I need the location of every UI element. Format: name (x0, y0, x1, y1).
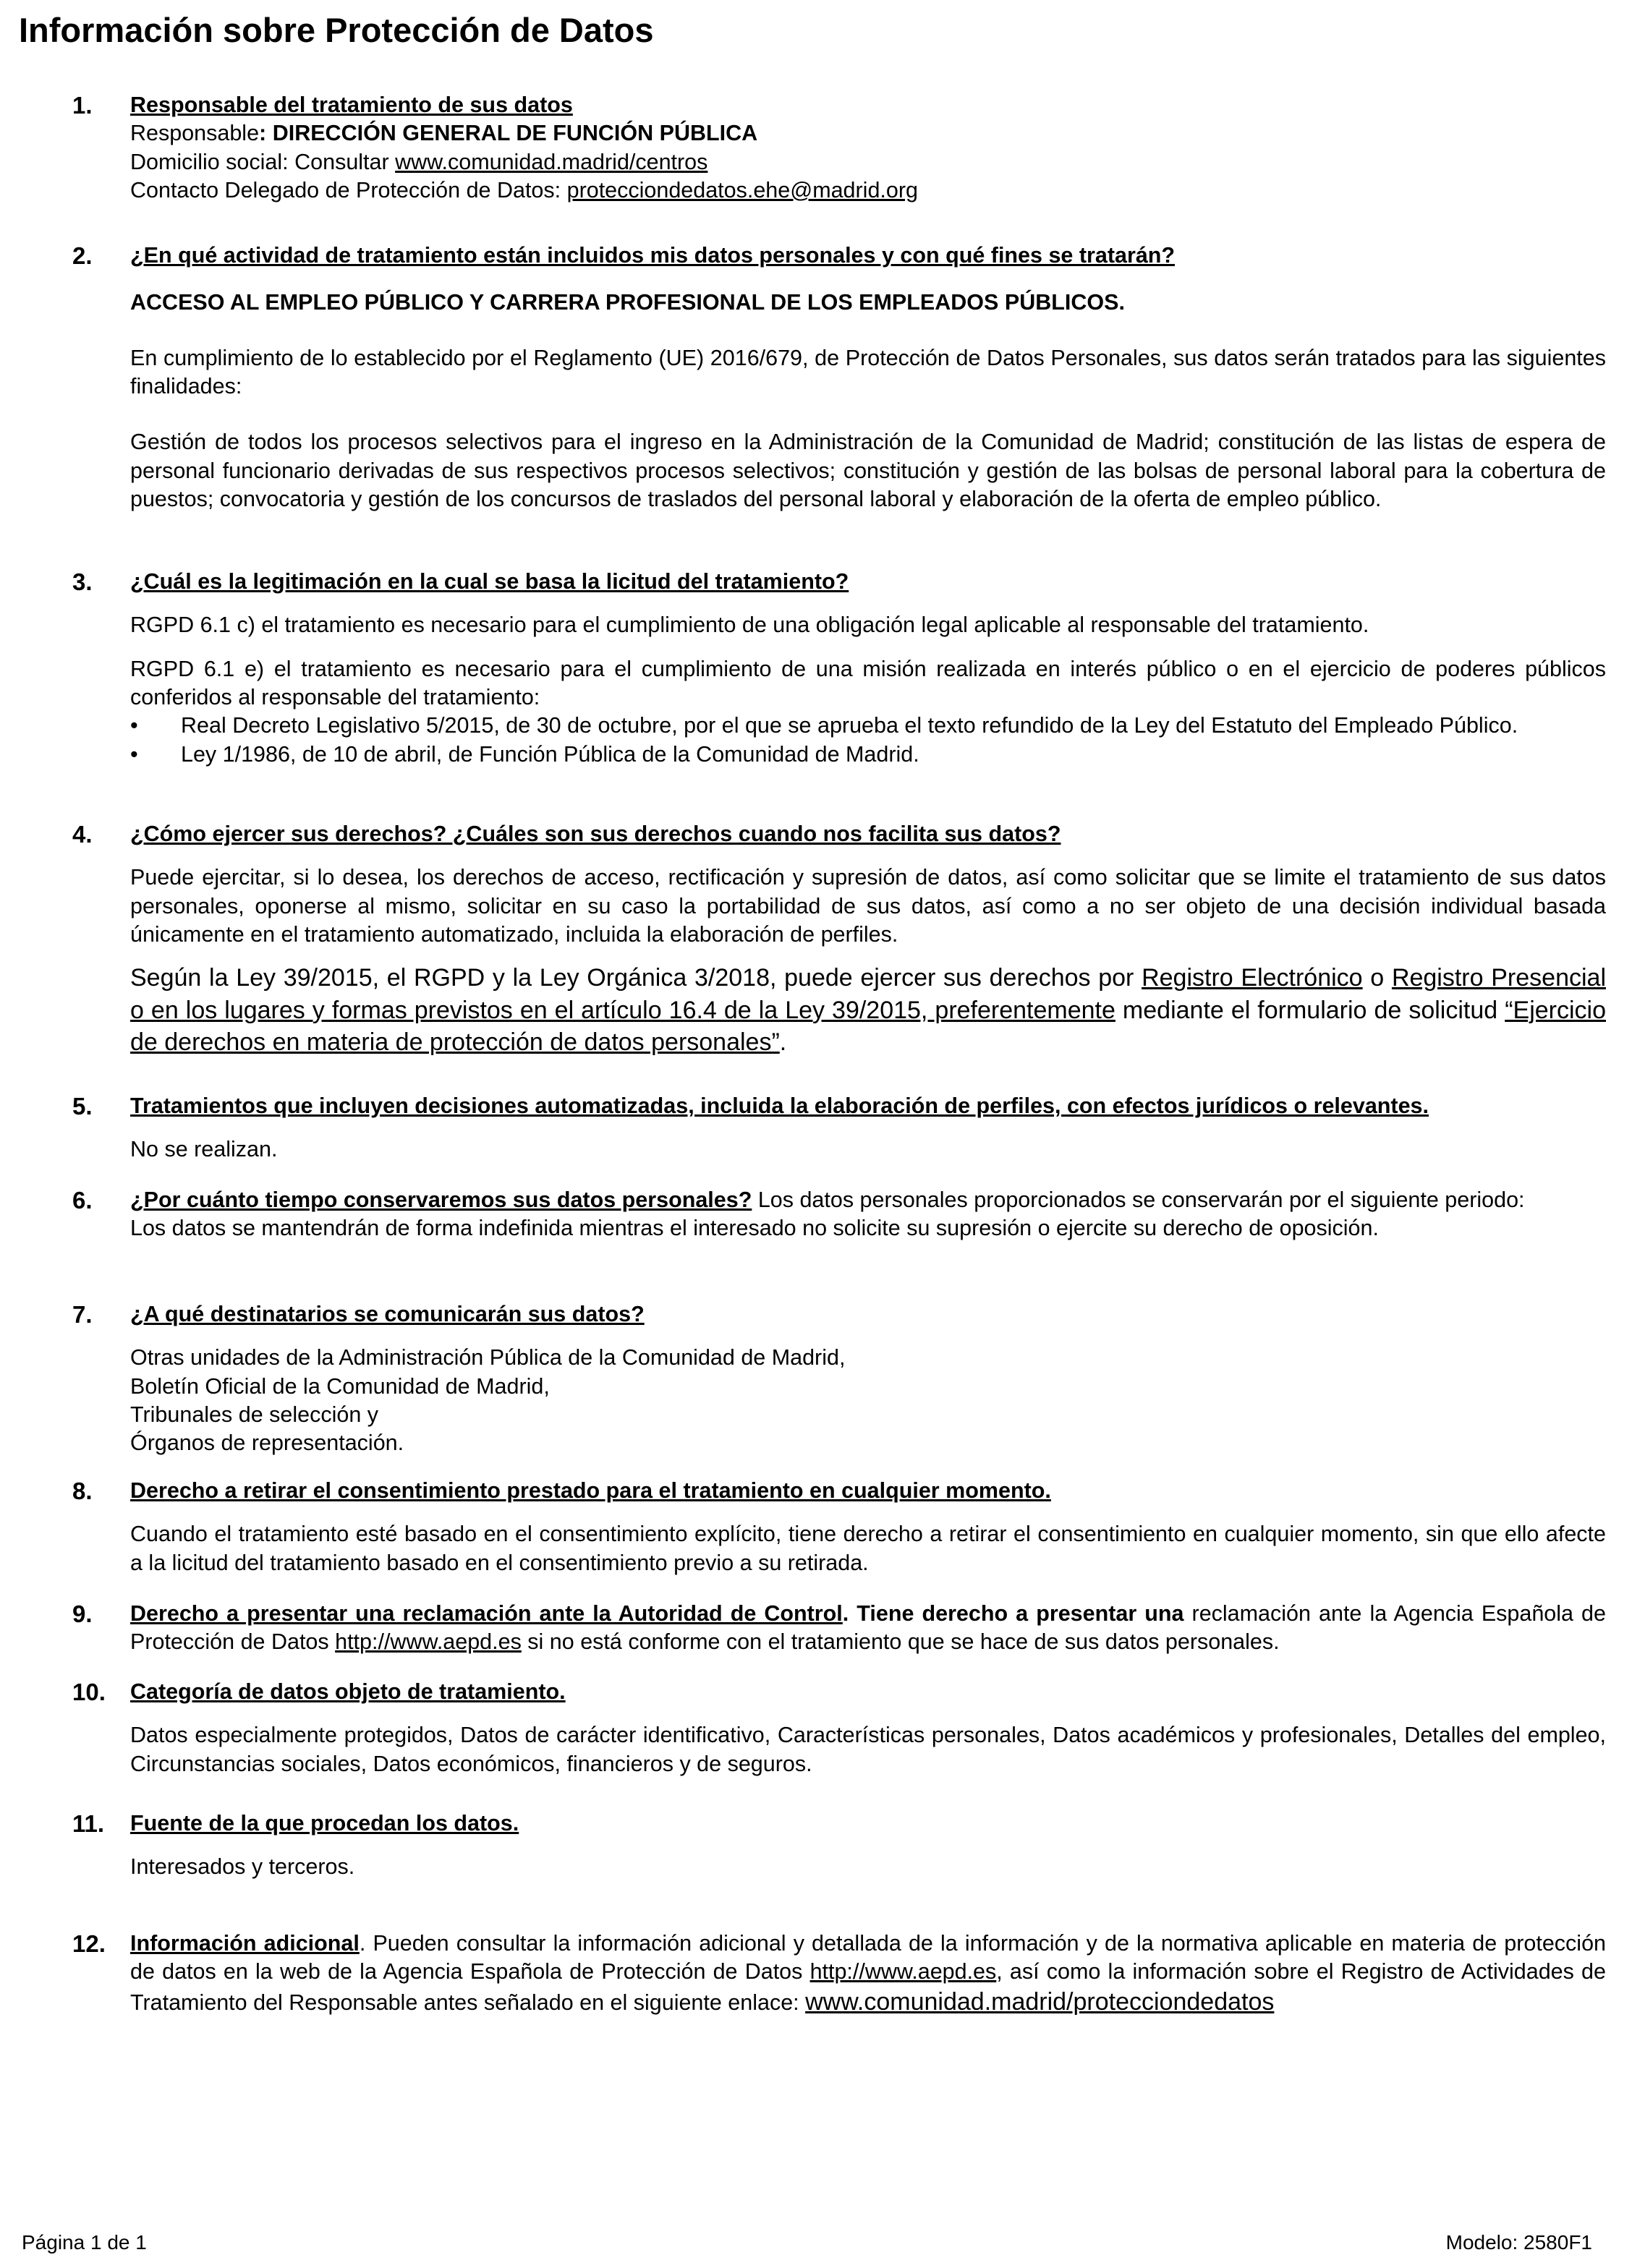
section-12 (72, 1930, 1606, 2018)
aepd-link[interactable]: http://www.aepd.es (809, 1959, 997, 1984)
section-number: 1. (72, 92, 93, 119)
section-2 (72, 242, 1606, 513)
section-number: 3. (72, 568, 93, 595)
section-heading: Derecho a presentar una reclamación ante la Autoridad de Control (130, 1601, 843, 1626)
responsable-label: Responsable (130, 121, 260, 146)
model-number: Modelo: 2580F1 (1445, 2231, 1592, 2254)
proteccion-datos-link[interactable]: www.comunidad.madrid/protecciondedatos (805, 1987, 1275, 2016)
section-number: 11. (72, 1810, 105, 1837)
bullet: • (130, 713, 138, 738)
text-run: . (779, 1028, 787, 1056)
responsable-line (130, 119, 1606, 148)
registro-electronico-link[interactable]: Registro Electrónico (1142, 964, 1363, 992)
paragraph: Interesados y terceros. (130, 1854, 355, 1880)
section-6 (72, 1186, 1606, 1243)
domicilio-line (130, 148, 1606, 176)
paragraph: Los datos se mantendrán de forma indefinida mientras el interesado no solicite su supresión o ejercite su derecho de oposición. (130, 1216, 1379, 1241)
responsable-value: DIRECCIÓN GENERAL DE FUNCIÓN PÚBLICA (272, 121, 758, 146)
section-number: 12. (72, 1930, 106, 1957)
paragraph: Gestión de todos los procesos selectivos para el ingreso en la Administración de la Comunidad de Madrid; constitución de las listas de espera de personal funcionario derivadas de sus respectivos procesos selectivos; constitución y gestión de las bolsas de personal laboral para la cobertura de puestos; convocatoria y gestión de los concursos de traslados del personal laboral y elaboración de la oferta de empleo público. (130, 430, 1606, 512)
section-number: 7. (72, 1301, 93, 1328)
activity-name: ACCESO AL EMPLEO PÚBLICO Y CARRERA PROFESIONAL DE LOS EMPLEADOS PÚBLICOS. (130, 290, 1125, 315)
contacto-label: Contacto Delegado de Protección de Datos: (130, 178, 567, 203)
section-11 (72, 1809, 1606, 1882)
section-3 (72, 568, 1606, 769)
section-heading: Información adicional (130, 1931, 360, 1956)
text-run: mediante el formulario de solicitud (1115, 996, 1505, 1024)
rights-paragraph (130, 962, 1606, 1058)
paragraph (130, 1930, 1606, 2018)
section-5 (72, 1092, 1606, 1164)
list-item (72, 741, 1606, 769)
section-heading: Derecho a retirar el consentimiento prestado para el tratamiento en cualquier momento. (130, 1478, 1051, 1503)
section-heading: Tratamientos que incluyen decisiones automatizadas, incluida la elaboración de perfiles, con efectos jurídicos o relevantes. (130, 1094, 1429, 1118)
paragraph: Puede ejercitar, si lo desea, los derechos de acceso, rectificación y supresión de datos, así como solicitar que se limite el tratamiento de sus datos personales, oponerse al mismo, solicitar en su caso la portabilidad de sus datos, así como a no ser objeto de una decisión individual basada únicamente en el tratamiento automatizado, incluida la elaboración de perfiles. (130, 865, 1606, 947)
list-item-text: Ley 1/1986, de 10 de abril, de Función Pública de la Comunidad de Madrid. (181, 741, 919, 767)
section-heading: Categoría de datos objeto de tratamiento. (130, 1679, 566, 1704)
aepd-link[interactable]: http://www.aepd.es (335, 1629, 522, 1655)
section-heading: Fuente de la que procedan los datos. (130, 1811, 519, 1836)
section-8 (72, 1477, 1606, 1577)
paragraph: RGPD 6.1 e) el tratamiento es necesario para el cumplimiento de una misión realizada en interés público o en el ejercicio de poderes públicos conferidos al responsable del tratamiento: (130, 656, 1606, 710)
text-run: Según la Ley 39/2015, el RGPD y la Ley Orgánica 3/2018, puede ejercer sus derechos por (130, 964, 1142, 992)
text-run: , así como la información sobre el Registro de Actividades de Tratamiento del Responsable antes señalado en el siguiente enlace: (130, 1959, 1606, 2015)
section-number: 2. (72, 242, 93, 269)
list-item (72, 712, 1606, 740)
dpd-email-link[interactable]: protecciondedatos.ehe@madrid.org (566, 178, 918, 203)
registro-presencial-link[interactable]: Registro Presencial o en los lugares y formas previstos en el artículo 16.4 de la Ley 39/2015, preferentemente (130, 964, 1606, 1024)
paragraph: Cuando el tratamiento esté basado en el consentimiento explícito, tiene derecho a retirar el consentimiento en cualquier momento, sin que ello afecte a la licitud del tratamiento basado en el consentimiento previo a su retirada. (130, 1522, 1606, 1575)
paragraph: RGPD 6.1 c) el tratamiento es necesario para el cumplimiento de una obligación legal aplicable al responsable del tratamiento. (130, 613, 1369, 638)
page-number: Página 1 de 1 (22, 2231, 147, 2254)
text-run: o (1362, 964, 1392, 992)
section-number: 4. (72, 821, 93, 848)
text-run: si no está conforme con el tratamiento que se hace de sus datos personales. (521, 1629, 1280, 1655)
section-number: 8. (72, 1478, 93, 1504)
section-heading: ¿Cuál es la legitimación en la cual se basa la licitud del tratamiento? (130, 569, 849, 594)
section-7 (72, 1300, 1606, 1458)
section-1 (72, 91, 1606, 205)
paragraph (130, 1186, 1606, 1214)
paragraph: No se realizan. (130, 1137, 278, 1162)
section-number: 9. (72, 1600, 93, 1627)
domicilio-label: Domicilio social: Consultar (130, 149, 396, 174)
recipient-line: Boletín Oficial de la Comunidad de Madrid, (130, 1373, 550, 1399)
paragraph: En cumplimiento de lo establecido por el Reglamento (UE) 2016/679, de Protección de Datos Personales, sus datos serán tratados para las siguientes finalidades: (130, 345, 1606, 399)
form-link[interactable]: “Ejercicio de derechos en materia de protección de datos personales” (130, 996, 1606, 1056)
bullet: • (130, 741, 138, 767)
section-number: 5. (72, 1093, 93, 1120)
section-heading: ¿Cómo ejercer sus derechos? ¿Cuáles son sus derechos cuando nos facilita sus datos? (130, 822, 1061, 846)
text-run: . Tiene derecho a presentar una (842, 1601, 1184, 1626)
text-run: reclamación ante la Agencia Española de Protección de Datos (130, 1601, 1606, 1655)
recipient-line: Tribunales de selección y (130, 1402, 379, 1428)
section-heading: ¿En qué actividad de tratamiento están incluidos mis datos personales y con qué fines se tratarán? (130, 243, 1176, 268)
section-number: 6. (72, 1187, 93, 1214)
section-10 (72, 1678, 1606, 1778)
text-run: Los datos personales proporcionados se conservarán por el siguiente periodo: (752, 1188, 1525, 1212)
recipient-line: Otras unidades de la Administración Pública de la Comunidad de Madrid, (130, 1345, 846, 1370)
paragraph: Datos especialmente protegidos, Datos de carácter identificativo, Características personales, Datos académicos y profesionales, Detalles del empleo, Circunstancias sociales, Datos económicos, financieros y de seguros. (130, 1723, 1606, 1776)
centros-link[interactable]: www.comunidad.madrid/centros (395, 149, 708, 174)
text-run: . Pueden consultar la información adicional y detallada de la información y de la normativa aplicable en materia de protección de datos en la web de la Agencia Española de Protección de Datos (130, 1931, 1606, 1984)
section-4 (72, 820, 1606, 1058)
section-9 (72, 1600, 1606, 1657)
section-heading: Responsable del tratamiento de sus datos (130, 93, 573, 117)
section-number: 10. (72, 1679, 106, 1705)
page-title: Información sobre Protección de Datos (19, 11, 654, 49)
list-item-text: Real Decreto Legislativo 5/2015, de 30 de octubre, por el que se aprueba el texto refundido de la Ley del Estatuto del Empleado Público. (181, 713, 1518, 738)
paragraph (130, 1600, 1606, 1657)
recipient-line: Órganos de representación. (130, 1431, 404, 1456)
section-heading: ¿A qué destinatarios se comunicarán sus datos? (130, 1302, 645, 1326)
section-heading: ¿Por cuánto tiempo conservaremos sus datos personales? (130, 1188, 752, 1212)
contacto-line (130, 176, 1606, 205)
responsable-colon: : (259, 121, 273, 146)
